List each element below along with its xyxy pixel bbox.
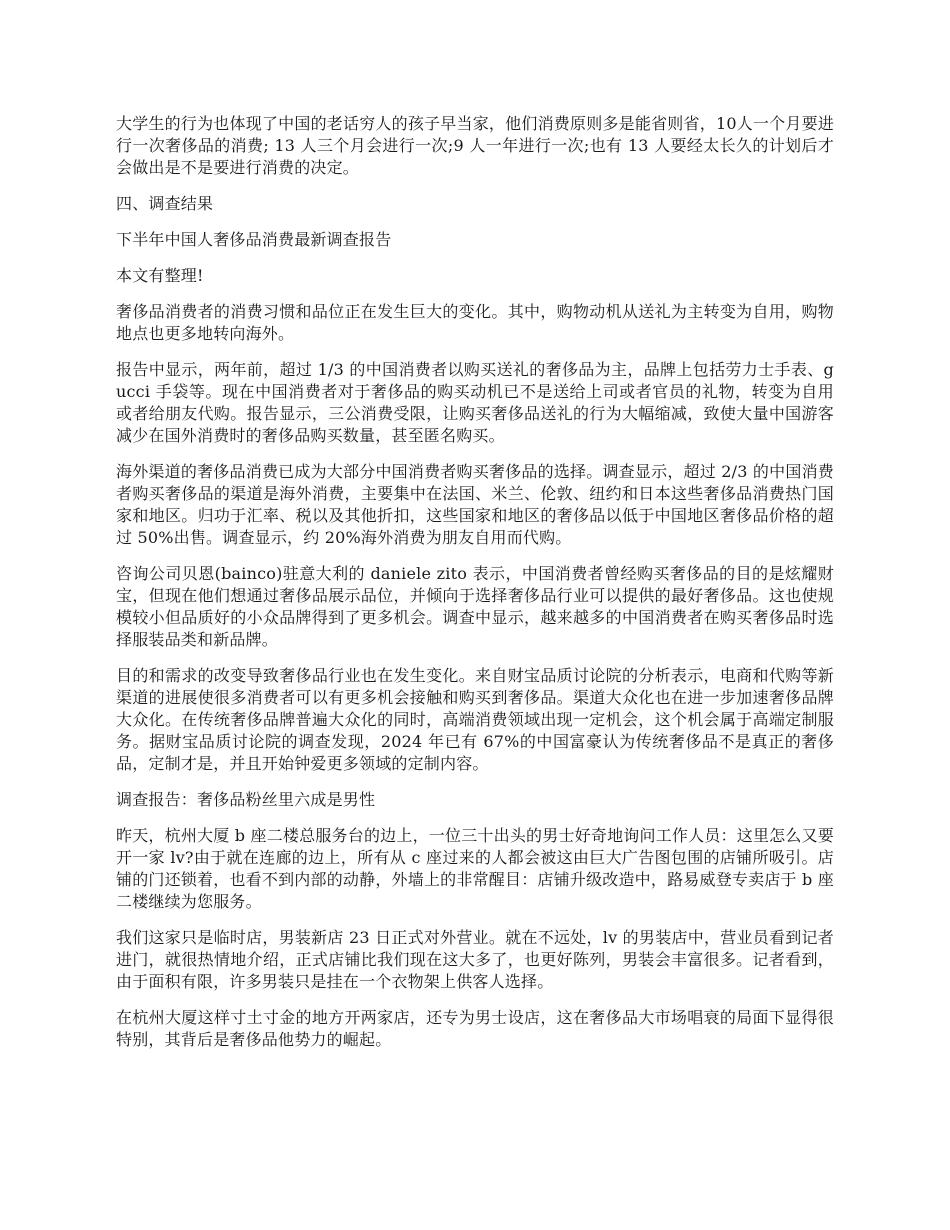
paragraph-industry-change: 目的和需求的改变导致奢侈品行业也在发生变化。来自财宝品质讨论院的分析表示，电商和代购等新渠道的进展使很多消费者可以有更多机会接触和购买到奢侈品。渠道大众化也在进一步加速奢侈品牌大众化。在传统奢侈品牌普遍大众化的同时，高端消费领域出现一定机会，这个机会属于高端定制服务。据财宝品质讨论院的调查发现，2024 年已有 67%的中国富豪认为传统奢侈品不是真正的奢侈品，定制才是，并且开始钟爱更多领域的定制内容。 [116,666,834,773]
paragraph-overseas-channel: 海外渠道的奢侈品消费已成为大部分中国消费者购买奢侈品的选择。调查显示，超过 2/3 的中国消费者购买奢侈品的渠道是海外消费，主要集中在法国、米兰、伦敦、纽约和日本这些奢侈品消费热门国家和地区。归功于汇率、税以及其他折扣，这些国家和地区的奢侈品以低于中国地区奢侈品价格的超过 50%出售。调查显示，约 20%海外消费为朋友自用而代购。 [116,462,834,547]
paragraph-bain-comment: 咨询公司贝恩(bainco)驻意大利的 daniele zito 表示，中国消费者曾经购买奢侈品的目的是炫耀财宝，但现在他们想通过奢侈品展示品位，并倾向于选择奢侈品行业可以提供的最好奢侈品。这也使规模较小但品质好的小众品牌得到了更多机会。调查中显示，越来越多的中国消费者在购买奢侈品时选择服装品类和新品牌。 [116,564,834,649]
paragraph-temporary-store: 我们这家只是临时店，男装新店 23 日正式对外营业。就在不远处，lv 的男装店中，营业员看到记者进门，就很热情地介绍，正式店铺比我们现在这大多了，也更好陈列，男装会丰富很多。记者看到，由于面积有限，许多男装只是挂在一个衣物架上供客人选择。 [116,928,834,991]
paragraph-habits-change: 奢侈品消费者的消费习惯和品位正在发生巨大的变化。其中，购物动机从送礼为主转变为自用，购物地点也更多地转向海外。 [116,302,834,343]
section-heading-results: 四、调查结果 [116,194,214,213]
report-title: 下半年中国人奢侈品消费最新调查报告 [116,230,392,249]
paragraph-student-consumption: 大学生的行为也体现了中国的老话穷人的孩子早当家，他们消费原则多是能省则省，10人一个月要进行一次奢侈品的消费; 13 人三个月会进行一次;9 人一年进行一次;也有 13 人要经太长久的计划后才会做出是不是要进行消费的决定。 [116,114,834,177]
paragraph-closing: 在杭州大厦这样寸土寸金的地方开两家店，还专为男士设店，这在奢侈品大市场唱衰的局面下显得很特别，其背后是奢侈品他势力的崛起。 [116,1008,834,1049]
section-heading-male-fans: 调查报告：奢侈品粉丝里六成是男性 [116,790,376,809]
paragraph-hangzhou-store: 昨天，杭州大厦 b 座二楼总服务台的边上，一位三十出头的男士好奇地询问工作人员：这里怎么又要开一家 lv?由于就在连廊的边上，所有从 c 座过来的人都会被这由巨大广告图包围的店铺所吸引。店铺的门还锁着，也看不到内部的动静，外墙上的非常醒目：店铺升级改造中，路易威登专卖店于 b 座二楼继续为您服务。 [116,826,834,911]
paragraph-report-gifts: 报告中显示，两年前，超过 1/3 的中国消费者以购买送礼的奢侈品为主，品牌上包括劳力士手表、gucci 手袋等。现在中国消费者对于奢侈品的购买动机已不是送给上司或者官员的礼物，转变为自用或者给朋友代购。报告显示，三公消费受限，让购买奢侈品送礼的行为大幅缩减，致使大量中国游客减少在国外消费时的奢侈品购买数量，甚至匿名购买。 [116,360,834,445]
paragraph-note: 本文有整理! [116,266,204,285]
